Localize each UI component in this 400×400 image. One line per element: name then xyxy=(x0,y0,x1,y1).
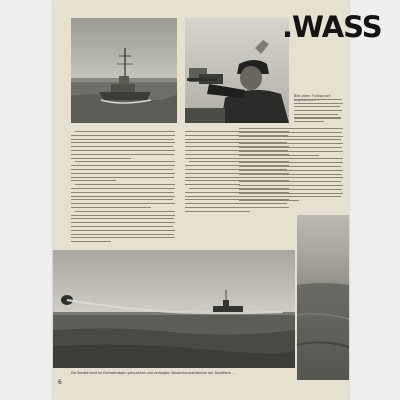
magazine-page xyxy=(53,0,382,400)
page-number: 6 xyxy=(58,379,62,386)
article-heading: .WASS xyxy=(282,10,382,44)
photo-ship-at-sea xyxy=(71,18,177,123)
side-caption: Bild unten: Funkspruch xyxy=(294,94,331,98)
photo-sea-right xyxy=(297,215,349,380)
side-caption-lines xyxy=(294,99,344,122)
bottom-caption: Die Bombe sinkt im Drehwendigen getauchten und verfolgten Wasserbombenleichen der Seeoffene ... xyxy=(71,371,235,375)
photo-sea-bottom xyxy=(53,250,295,368)
photo-sailor-with-rangefinder xyxy=(185,18,289,123)
